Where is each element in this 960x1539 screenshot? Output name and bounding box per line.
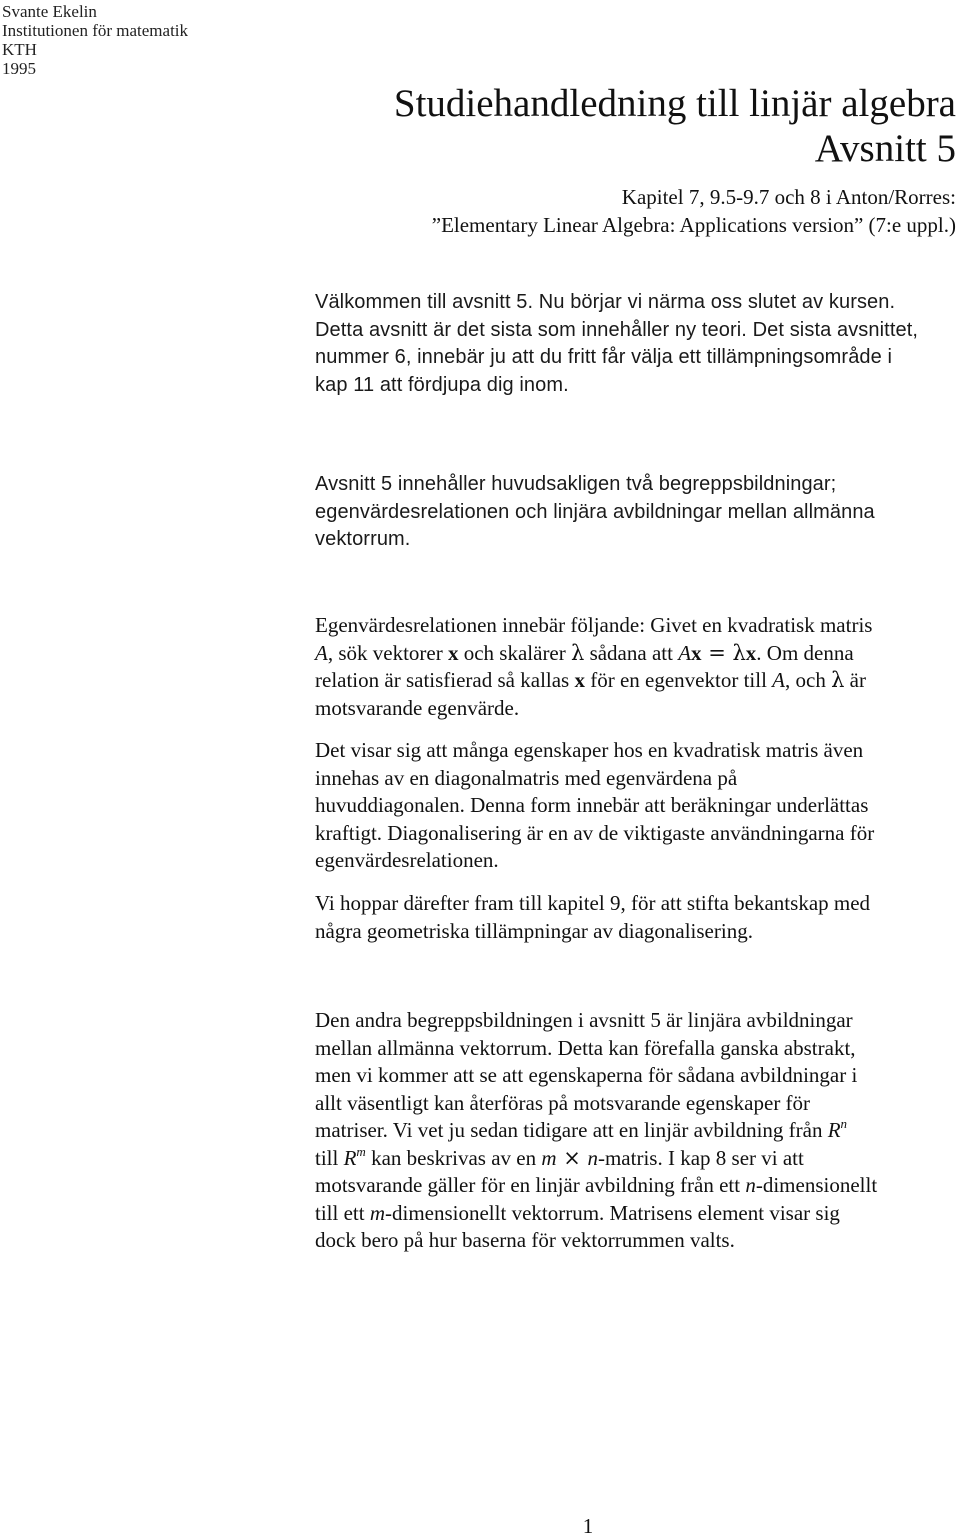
text-line: vektorrum. — [315, 528, 411, 550]
text-line: dock bero på hur baserna för vektorrummen valts. — [315, 1228, 735, 1252]
text-line: mellan allmänna vektorrum. Detta kan förefalla ganska abstrakt, — [315, 1035, 856, 1060]
text-line: Vi hoppar därefter fram till kapitel 9, för att stifta bekantskap med — [315, 891, 871, 915]
text-line: motsvarande gäller för en linjär avbildning från ett n-dimensionellt — [315, 1173, 878, 1197]
text-line: motsvarande egenvärde. — [315, 695, 520, 720]
text-line: några geometriska tillämpningar av diagonalisering. — [315, 918, 753, 943]
text-line: kap 11 att fördjupa dig inom. — [315, 373, 569, 396]
text-line: Välkommen till avsnitt 5. Nu börjar vi närma oss slutet av kursen. — [315, 291, 896, 313]
intro-paragraph-2 — [315, 471, 955, 554]
text-line: egenvärdesrelationen och linjära avbildningar mellan allmänna — [315, 500, 875, 523]
text-line: men vi kommer att se att egenskaperna för sådana avbildningar i — [315, 1063, 858, 1087]
title-line-1: Studiehandledning till linjär algebra — [393, 82, 956, 125]
year: 1995 — [2, 59, 36, 78]
chapter-9-paragraph — [315, 890, 955, 945]
page-number: 1 — [582, 1514, 594, 1538]
text-line: Den andra begreppsbildningen i avsnitt 5 är linjära avbildningar — [315, 1008, 853, 1032]
diagonalization-paragraph — [315, 737, 955, 875]
text-line: allt väsentligt kan återföras på motsvarande egenskaper för — [315, 1090, 811, 1115]
text-line: till $R^m$ kan beskrivas av en m × n-matris. I kap 8 ser vi att — [315, 1143, 804, 1170]
text-line: Avsnitt 5 innehåller huvudsakligen två begreppsbildningar; — [315, 473, 837, 495]
reference-line-1: Kapitel 7, 9.5-9.7 och 8 i Anton/Rorres: — [621, 185, 956, 209]
text-line: matriser. Vi vet ju sedan tidigare att en linjär avbildning från $R^n$ — [315, 1116, 848, 1142]
school: KTH — [2, 40, 37, 59]
author-name: Svante Ekelin — [2, 2, 97, 21]
text-line: innehas av en diagonalmatris med egenvärdena på — [315, 765, 738, 790]
text-line: huvuddiagonalen. Denna form innebär att beräkningar underlättas — [315, 793, 869, 817]
text-line: Egenvärdesrelationen innebär följande: Givet en kvadratisk matris — [315, 613, 873, 637]
text-line: till ett m-dimensionellt vektorrum. Matrisens element visar sig — [315, 1200, 840, 1225]
text-line: Detta avsnitt är det sista som innehåller ny teori. Det sista avsnittet, — [315, 318, 919, 341]
text-line: nummer 6, innebär ju att du fritt får välja ett tillämpningsområde i — [315, 346, 893, 368]
text-line: relation är satisfierad så kallas x för en egenvektor till A, och λ är — [315, 668, 866, 692]
department: Institutionen för matematik — [2, 21, 189, 40]
text-line: Det visar sig att många egenskaper hos en kvadratisk matris även — [315, 738, 864, 762]
eigenvalue-paragraph — [315, 612, 955, 722]
reference-line-2: ”Elementary Linear Algebra: Applications version” (7:e uppl.) — [431, 213, 956, 237]
title-line-2: Avsnitt 5 — [814, 127, 956, 170]
author-block — [2, 2, 188, 78]
text-line: kraftigt. Diagonalisering är en av de viktigaste användningarna för — [315, 820, 875, 845]
intro-paragraph-1 — [315, 289, 955, 399]
text-line: A, sök vektorer x och skalärer λ sådana att Ax = λx. Om denna — [315, 640, 854, 665]
text-line: egenvärdesrelationen. — [315, 848, 499, 872]
linear-maps-paragraph — [315, 1007, 955, 1255]
